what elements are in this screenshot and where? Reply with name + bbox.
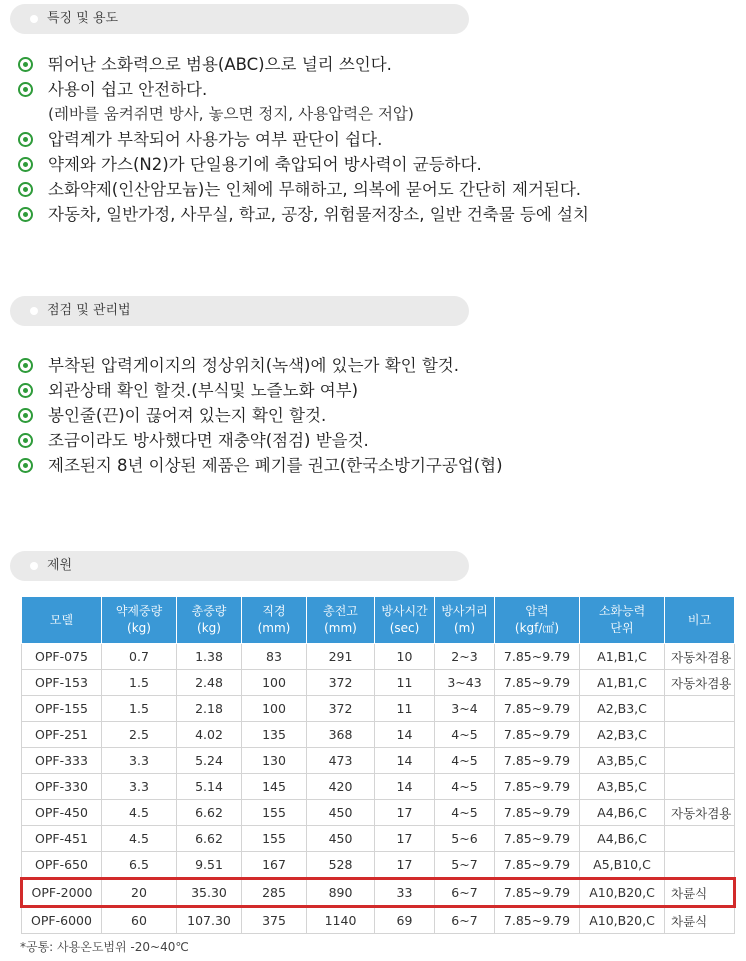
table-cell [665, 748, 735, 774]
table-cell: A4,B6,C [580, 800, 665, 826]
column-header [307, 597, 375, 644]
list-item-text: 봉인줄(끈)이 끊어져 있는지 확인 할것. [48, 406, 327, 425]
table-row [22, 748, 735, 774]
table-cell: 7.85~9.79 [495, 800, 580, 826]
column-header-unit: (kg) [197, 621, 221, 635]
table-cell: 14 [375, 774, 435, 800]
column-header [22, 597, 102, 644]
table-cell: 285 [242, 879, 307, 907]
bullet-icon [18, 82, 33, 97]
list-item-text: 부착된 압력게이지의 정상위치(녹색)에 있는가 확인 할것. [48, 356, 459, 375]
table-cell: 자동차겸용 [665, 670, 735, 696]
list-item-text: 소화약제(인산암모늄)는 인체에 무해하고, 의복에 묻어도 간단히 제거된다. [48, 180, 582, 199]
table-cell: 2.48 [177, 670, 242, 696]
table-row [22, 907, 735, 934]
list-item [18, 52, 589, 77]
bullet-icon [18, 433, 33, 448]
column-header-unit: (mm) [324, 621, 357, 635]
table-cell: 3.3 [102, 748, 177, 774]
bullet-icon [18, 383, 33, 398]
table-cell: OPF-2000 [22, 879, 102, 907]
table-cell: 155 [242, 800, 307, 826]
bullet-icon [18, 458, 33, 473]
table-cell: 7.85~9.79 [495, 774, 580, 800]
table-cell: OPF-155 [22, 696, 102, 722]
table-cell: 33 [375, 879, 435, 907]
table-cell: 14 [375, 722, 435, 748]
circle-icon [30, 562, 38, 570]
column-header [102, 597, 177, 644]
table-cell: 528 [307, 852, 375, 879]
table-cell: 2.5 [102, 722, 177, 748]
table-cell: 100 [242, 670, 307, 696]
table-cell: A5,B10,C [580, 852, 665, 879]
table-cell: 4~5 [435, 774, 495, 800]
list-item-text: 사용이 쉽고 안전하다. [48, 80, 208, 99]
table-cell: OPF-153 [22, 670, 102, 696]
column-header [665, 597, 735, 644]
table-cell: 17 [375, 852, 435, 879]
list-item-subtext: (레바를 움켜쥐면 방사, 놓으면 정지, 사용압력은 저압) [48, 105, 414, 123]
table-cell: 60 [102, 907, 177, 934]
table-cell: 3~43 [435, 670, 495, 696]
table-cell: 4.02 [177, 722, 242, 748]
table-cell: 2.18 [177, 696, 242, 722]
table-cell: 7.85~9.79 [495, 722, 580, 748]
section-header-features [10, 4, 469, 34]
list-item [18, 353, 503, 378]
table-cell: 5~7 [435, 852, 495, 879]
column-header [177, 597, 242, 644]
table-cell [665, 826, 735, 852]
table-cell: OPF-451 [22, 826, 102, 852]
table-row [22, 644, 735, 670]
bullet-icon [18, 57, 33, 72]
table-cell: 3~4 [435, 696, 495, 722]
table-cell: 1.5 [102, 670, 177, 696]
table-cell: 0.7 [102, 644, 177, 670]
table-header-row [22, 597, 735, 644]
table-cell: 83 [242, 644, 307, 670]
column-header-unit: (kg) [127, 621, 151, 635]
table-cell: A2,B3,C [580, 696, 665, 722]
table-cell: 7.85~9.79 [495, 879, 580, 907]
section-title: 특징 및 용도 [47, 11, 119, 26]
table-cell: 372 [307, 670, 375, 696]
table-cell: A10,B20,C [580, 879, 665, 907]
table-cell: 1140 [307, 907, 375, 934]
spec-table [20, 596, 736, 934]
table-cell: 4.5 [102, 826, 177, 852]
section-title: 제원 [47, 558, 73, 573]
table-cell: 6.62 [177, 800, 242, 826]
table-cell: A1,B1,C [580, 644, 665, 670]
table-cell: OPF-6000 [22, 907, 102, 934]
table-cell: 130 [242, 748, 307, 774]
column-header-label: 직경 [262, 604, 286, 618]
table-cell: A4,B6,C [580, 826, 665, 852]
table-cell: 2~3 [435, 644, 495, 670]
bullet-icon [18, 157, 33, 172]
table-cell: OPF-330 [22, 774, 102, 800]
bullet-icon [18, 358, 33, 373]
table-cell: 155 [242, 826, 307, 852]
table-cell: 4~5 [435, 722, 495, 748]
circle-icon [30, 307, 38, 315]
column-header-unit: (kgf/㎠) [514, 621, 560, 635]
list-item [18, 403, 503, 428]
table-cell: 69 [375, 907, 435, 934]
table-cell [665, 722, 735, 748]
table-cell: 4~5 [435, 748, 495, 774]
table-cell: 1.5 [102, 696, 177, 722]
table-cell [665, 774, 735, 800]
bullet-icon [18, 182, 33, 197]
footnote: *공통: 사용온도범위 -20~40℃ [20, 940, 189, 954]
table-cell: 1.38 [177, 644, 242, 670]
column-header [242, 597, 307, 644]
table-cell: 473 [307, 748, 375, 774]
table-row [22, 696, 735, 722]
column-header-label: 총중량 [191, 604, 227, 618]
table-cell: 자동차겸용 [665, 800, 735, 826]
column-header-unit: (sec) [389, 621, 420, 635]
table-cell: 7.85~9.79 [495, 696, 580, 722]
table-cell: 145 [242, 774, 307, 800]
table-cell: 10 [375, 644, 435, 670]
table-row [22, 800, 735, 826]
table-cell: 11 [375, 670, 435, 696]
bullet-icon [18, 207, 33, 222]
column-header-label: 방사시간 [381, 604, 428, 618]
table-cell: 3.3 [102, 774, 177, 800]
section-title: 점검 및 관리법 [47, 303, 131, 318]
list-item [18, 378, 503, 403]
table-row [22, 826, 735, 852]
table-cell: A10,B20,C [580, 907, 665, 934]
table-cell: 6~7 [435, 879, 495, 907]
table-cell: 9.51 [177, 852, 242, 879]
table-cell: 372 [307, 696, 375, 722]
table-cell: 7.85~9.79 [495, 748, 580, 774]
table-cell: 14 [375, 748, 435, 774]
table-cell: 11 [375, 696, 435, 722]
table-cell: OPF-650 [22, 852, 102, 879]
column-header-label: 모델 [49, 612, 74, 627]
list-item-text: 제조된지 8년 이상된 제품은 폐기를 권고(한국소방기구공업(협) [48, 456, 503, 475]
column-header-label: 방사거리 [441, 604, 488, 618]
table-cell: 291 [307, 644, 375, 670]
circle-icon [30, 15, 38, 23]
column-header [375, 597, 435, 644]
column-header [495, 597, 580, 644]
table-cell: 7.85~9.79 [495, 907, 580, 934]
table-cell: 7.85~9.79 [495, 644, 580, 670]
table-cell: 450 [307, 826, 375, 852]
list-item [18, 202, 589, 227]
list-item-text: 자동차, 일반가정, 사무실, 학교, 공장, 위험물저장소, 일반 건축물 등에 설치 [48, 205, 589, 224]
table-cell: A3,B5,C [580, 748, 665, 774]
list-item [18, 177, 589, 202]
bullet-icon [18, 408, 33, 423]
list-item [18, 428, 503, 453]
features-list [18, 52, 589, 227]
column-header [580, 597, 665, 644]
table-cell: 7.85~9.79 [495, 826, 580, 852]
column-header-unit: (mm) [257, 621, 291, 635]
section-header-specs [10, 551, 469, 581]
table-cell: 167 [242, 852, 307, 879]
column-header-label: 총전고 [323, 604, 358, 618]
table-cell: 20 [102, 879, 177, 907]
list-item-text: 압력계가 부착되어 사용가능 여부 판단이 쉽다. [48, 130, 383, 149]
table-cell: 5~6 [435, 826, 495, 852]
table-cell: 420 [307, 774, 375, 800]
table-cell: 450 [307, 800, 375, 826]
list-item [18, 127, 589, 152]
table-cell: 5.14 [177, 774, 242, 800]
table-cell: 자동차겸용 [665, 644, 735, 670]
list-item-text: 뛰어난 소화력으로 범용(ABC)으로 널리 쓰인다. [48, 55, 392, 74]
table-cell: OPF-450 [22, 800, 102, 826]
table-cell: 4.5 [102, 800, 177, 826]
table-cell: A2,B3,C [580, 722, 665, 748]
table-cell: 6~7 [435, 907, 495, 934]
table-cell: 차륜식 [665, 879, 735, 907]
table-cell: 890 [307, 879, 375, 907]
column-header-unit: (m) [453, 621, 476, 635]
list-item-text: 외관상태 확인 할것.(부식및 노즐노화 여부) [48, 381, 359, 400]
table-cell [665, 852, 735, 879]
table-cell: OPF-075 [22, 644, 102, 670]
table-cell: 6.5 [102, 852, 177, 879]
table-cell: 17 [375, 826, 435, 852]
section-header-maintenance [10, 296, 469, 326]
bullet-icon [18, 132, 33, 147]
table-row [22, 722, 735, 748]
list-item-text: 약제와 가스(N2)가 단일용기에 축압되어 방사력이 균등하다. [48, 155, 482, 174]
column-header-unit: 단위 [610, 621, 634, 635]
table-cell: 7.85~9.79 [495, 670, 580, 696]
table-cell: 4~5 [435, 800, 495, 826]
table-cell: 6.62 [177, 826, 242, 852]
list-item [18, 77, 589, 127]
list-item-text: 조금이라도 방사했다면 재충약(점검) 받을것. [48, 431, 369, 450]
column-header [435, 597, 495, 644]
table-cell: 5.24 [177, 748, 242, 774]
column-header-label: 압력 [525, 604, 549, 618]
table-cell: A3,B5,C [580, 774, 665, 800]
table-cell: 100 [242, 696, 307, 722]
table-cell: 135 [242, 722, 307, 748]
table-row [22, 879, 735, 907]
table-cell: A1,B1,C [580, 670, 665, 696]
table-row [22, 670, 735, 696]
table-cell: OPF-333 [22, 748, 102, 774]
table-cell: 375 [242, 907, 307, 934]
column-header-label: 비고 [687, 612, 712, 627]
list-item [18, 453, 503, 478]
table-row [22, 774, 735, 800]
table-row [22, 852, 735, 879]
table-cell: 35.30 [177, 879, 242, 907]
table-cell: 7.85~9.79 [495, 852, 580, 879]
table-cell [665, 696, 735, 722]
table-cell: 17 [375, 800, 435, 826]
column-header-label: 소화능력 [598, 604, 646, 618]
table-cell: OPF-251 [22, 722, 102, 748]
maintenance-list [18, 353, 503, 478]
column-header-label: 약제중량 [115, 604, 163, 618]
table-cell: 차륜식 [665, 907, 735, 934]
table-cell: 107.30 [177, 907, 242, 934]
table-cell: 368 [307, 722, 375, 748]
list-item [18, 152, 589, 177]
